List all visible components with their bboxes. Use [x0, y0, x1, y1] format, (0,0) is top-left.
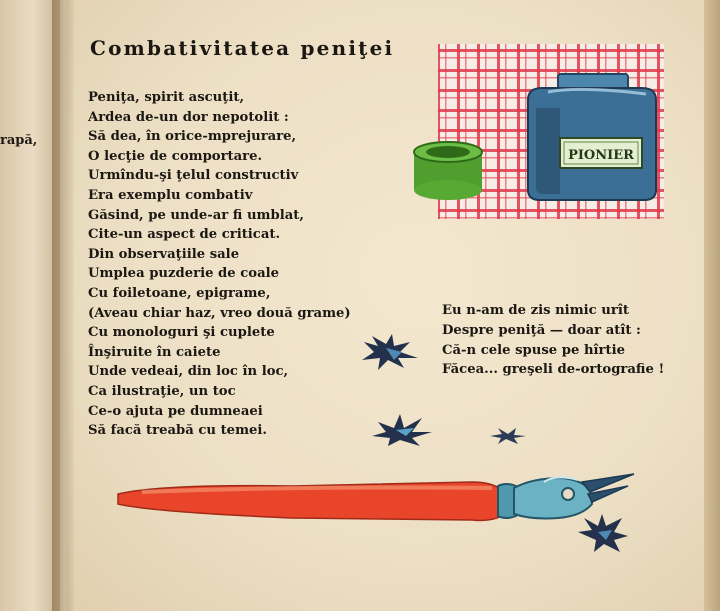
poem-line: Găsind, pe unde-ar fi umblat,	[88, 207, 304, 223]
closing-line: Eu n-am de zis nimic urît	[442, 303, 629, 318]
poem-line: Unde vedeai, din loc în loc,	[88, 364, 289, 380]
ink-blot-1	[358, 330, 422, 372]
bottle-cap	[414, 142, 482, 200]
poem-line: Ca ilustraţie, un toc	[88, 383, 236, 399]
poem-line: Din observaţiile sale	[88, 246, 240, 262]
ink-blot-3	[488, 426, 528, 446]
pen-nib	[514, 474, 634, 519]
poem-line: Peniţa, spirit ascuţit,	[88, 90, 245, 105]
poem-line: Înşiruite în caiete	[88, 344, 221, 360]
poem-line: Ce-o ajuta pe dumneaei	[88, 403, 263, 419]
poem-line: Să facă treabă cu temei.	[88, 423, 268, 439]
closing-stanza	[442, 301, 664, 380]
ink-label-text: PIONIER	[568, 148, 634, 163]
poem-line: Cu monologuri şi cuplete	[88, 325, 275, 341]
poem-line: (Aveau chiar haz, vreo două grame)	[88, 305, 351, 321]
ink-bottle-illustration	[410, 42, 670, 227]
poem-line: Umplea puzderie de coale	[88, 266, 280, 282]
poem-line: Era exemplu combativ	[88, 187, 253, 203]
red-pen-illustration	[112, 472, 652, 542]
page-gutter	[52, 0, 74, 611]
poem-title: Combativitatea peniţei	[90, 36, 395, 60]
page-edge	[704, 0, 720, 611]
left-page-fragment: rapă,	[0, 133, 38, 148]
pen-holder	[118, 482, 502, 521]
poem-line: Cite-un aspect de criticat.	[88, 227, 281, 243]
closing-line: Că-n cele spuse pe hîrtie	[442, 342, 625, 358]
left-page	[0, 0, 60, 611]
ink-blot-2	[366, 408, 436, 448]
closing-line: Făcea... greşeli de-ortografie !	[442, 362, 665, 378]
poem-line: O lecţie de comportare.	[88, 148, 263, 164]
poem-body	[88, 88, 351, 441]
closing-line: Despre peniţă — doar atît :	[442, 322, 641, 338]
ink-label	[560, 138, 642, 168]
poem-line: Să dea, în orice-mprejurare,	[88, 129, 297, 145]
poem-line: Cu foiletoane, epigrame,	[88, 285, 271, 301]
poem-line: Urmîndu-şi ţelul constructiv	[88, 168, 299, 184]
poem-line: Ardea de-un dor nepotolit :	[88, 109, 289, 125]
